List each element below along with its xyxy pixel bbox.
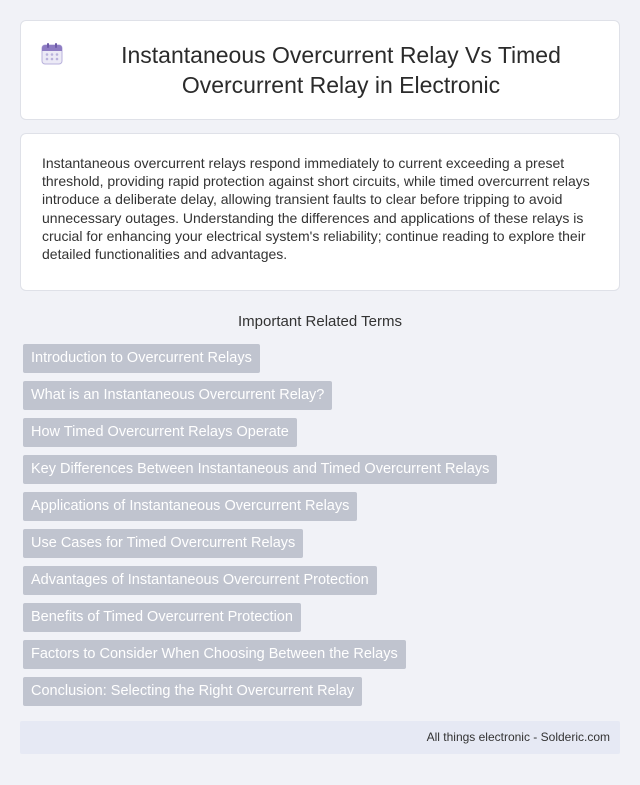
term-conclusion[interactable]: Conclusion: Selecting the Right Overcurrent Relay — [23, 677, 362, 706]
summary-card — [20, 133, 620, 291]
term-introduction-to-overcurrent-relays[interactable]: Introduction to Overcurrent Relays — [23, 344, 260, 373]
footer-text: All things electronic - Solderic.com — [426, 730, 610, 744]
summary-text: Instantaneous overcurrent relays respond immediately to current exceeding a preset threshold, providing rapid protection against short circuits, while timed overcurrent relays introduce a deliberate delay, allowing transient faults to clear before tripping to avoid unnecessary outages. Understanding the differences and applications of these relays is crucial for enhancing your electrical system's reliability; continue reading to explore their detailed functionalities and advantages. — [42, 155, 590, 263]
term-key-differences[interactable]: Key Differences Between Instantaneous and Timed Overcurrent Relays — [23, 455, 497, 484]
term-advantages-instantaneous[interactable]: Advantages of Instantaneous Overcurrent Protection — [23, 566, 377, 595]
term-use-cases-timed[interactable]: Use Cases for Timed Overcurrent Relays — [23, 529, 303, 558]
term-what-is-instantaneous-relay[interactable]: What is an Instantaneous Overcurrent Relay? — [23, 381, 332, 410]
term-how-timed-relays-operate[interactable]: How Timed Overcurrent Relays Operate — [23, 418, 297, 447]
term-benefits-timed[interactable]: Benefits of Timed Overcurrent Protection — [23, 603, 301, 632]
title-wrap — [40, 40, 600, 100]
page-title: Instantaneous Overcurrent Relay Vs Timed Overcurrent Relay in Electronic — [121, 42, 561, 98]
calendar-icon — [40, 42, 64, 66]
term-applications-instantaneous[interactable]: Applications of Instantaneous Overcurrent Relays — [23, 492, 357, 521]
title-card — [20, 20, 620, 120]
related-terms-heading: Important Related Terms — [238, 313, 402, 330]
footer — [20, 721, 620, 754]
related-terms-list — [23, 344, 623, 714]
term-factors-to-consider[interactable]: Factors to Consider When Choosing Between the Relays — [23, 640, 406, 669]
